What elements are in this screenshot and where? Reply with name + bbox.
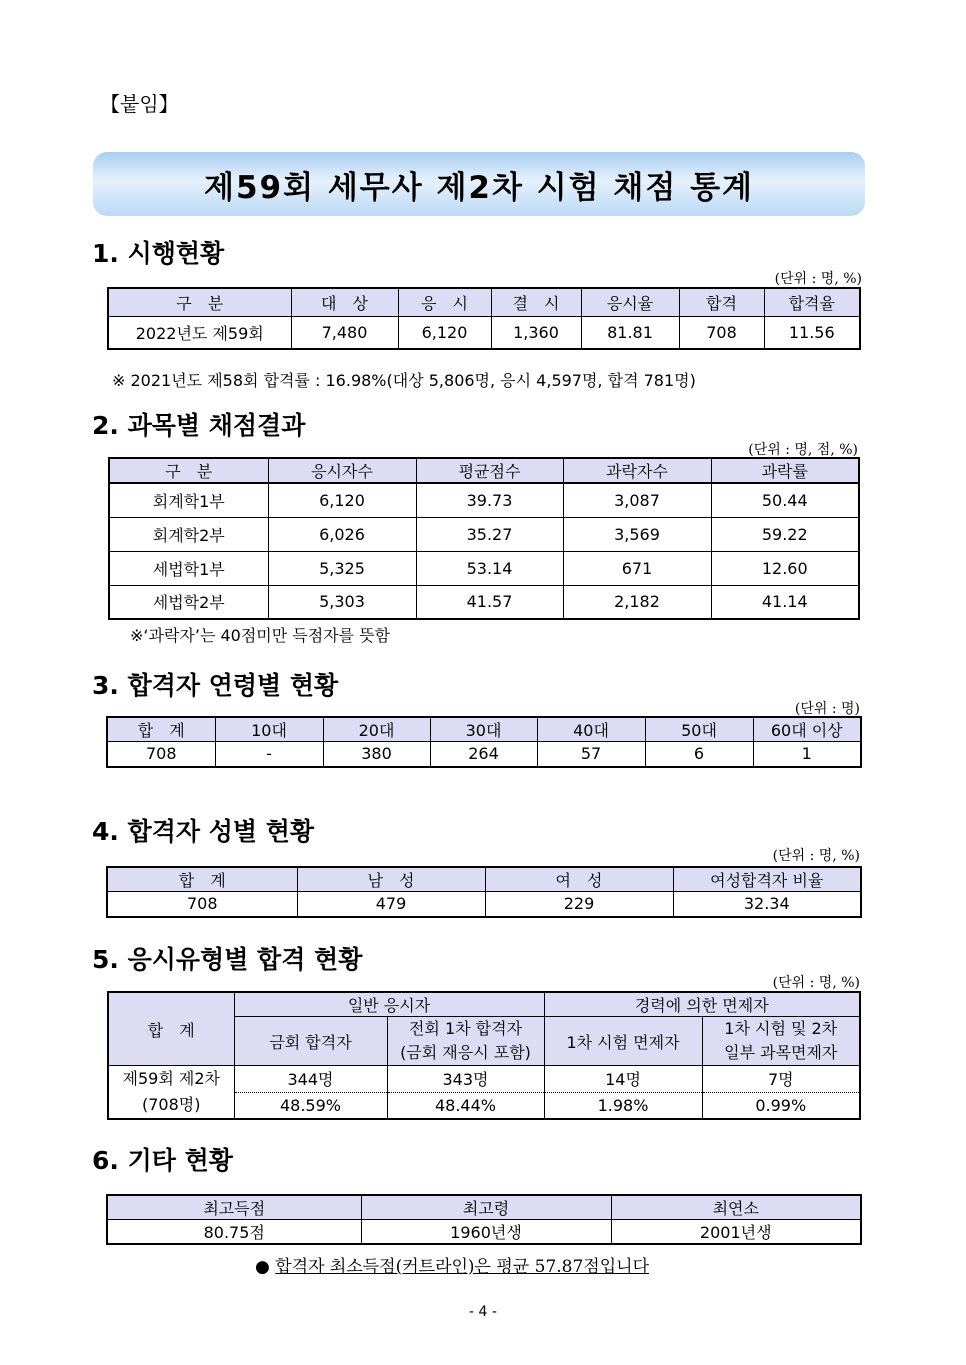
section-5-heading: 5. 응시유형별 합격 현황 bbox=[92, 945, 363, 974]
cell: 264 bbox=[430, 742, 537, 767]
page-title: 제59회 세무사 제2차 시험 채점 통계 bbox=[93, 152, 865, 216]
section-3-heading: 3. 합격자 연령별 현황 bbox=[92, 671, 339, 700]
cell: 2001년생 bbox=[611, 1220, 861, 1245]
table-row bbox=[109, 483, 859, 517]
subheader-cell: 금회 합격자 bbox=[234, 1017, 387, 1066]
cell: 6,120 bbox=[398, 316, 491, 349]
table-header-row bbox=[107, 867, 861, 892]
rate-cell: 0.99% bbox=[702, 1092, 860, 1119]
table-age-distribution bbox=[106, 716, 862, 768]
cell: 53.14 bbox=[416, 551, 563, 585]
group-general-header: 일반 응시자 bbox=[234, 992, 544, 1017]
table-subject-results bbox=[108, 457, 860, 620]
cell: 세법학1부 bbox=[109, 551, 268, 585]
section-1-heading: 1. 시행현황 bbox=[92, 239, 225, 268]
table-row bbox=[109, 517, 859, 551]
cell: 41.14 bbox=[711, 585, 859, 619]
rate-cell: 48.59% bbox=[234, 1092, 387, 1119]
cell: 2022년도 제59회 bbox=[108, 316, 291, 349]
table-row bbox=[108, 1066, 860, 1093]
cell: 3,087 bbox=[563, 483, 711, 517]
rate-cell: 1.98% bbox=[544, 1092, 702, 1119]
header-cell: 합격율 bbox=[764, 288, 860, 316]
header-cell: 여 성 bbox=[485, 867, 673, 892]
section-2-unit: (단위 : 명, 점, %) bbox=[748, 442, 858, 458]
count-cell: 343명 bbox=[387, 1066, 544, 1093]
section-2-note: ※‘과락자’는 40점미만 득점자를 뜻함 bbox=[130, 626, 391, 645]
header-cell: 20대 bbox=[323, 717, 430, 742]
header-cell: 과락률 bbox=[711, 458, 859, 483]
cell: 7,480 bbox=[291, 316, 398, 349]
cell: 32.34 bbox=[673, 892, 861, 917]
header-cell: 과락자수 bbox=[563, 458, 711, 483]
cell: 6,120 bbox=[268, 483, 416, 517]
subheader-cell bbox=[702, 1017, 860, 1066]
cell: 708 bbox=[107, 742, 215, 767]
row-label-cell bbox=[108, 1066, 234, 1120]
count-cell: 344명 bbox=[234, 1066, 387, 1093]
header-cell: 10대 bbox=[215, 717, 323, 742]
section-1-note: ※ 2021년도 제58회 합격률 : 16.98%(대상 5,806명, 응시 4,597명, 합격 781명) bbox=[112, 371, 696, 390]
cell: 41.57 bbox=[416, 585, 563, 619]
cell: 5,303 bbox=[268, 585, 416, 619]
cell: 6,026 bbox=[268, 517, 416, 551]
header-cell: 구 분 bbox=[108, 288, 291, 316]
cell: 479 bbox=[297, 892, 485, 917]
cell: 세법학2부 bbox=[109, 585, 268, 619]
header-cell: 응 시 bbox=[398, 288, 491, 316]
cell: 1960년생 bbox=[361, 1220, 611, 1245]
cutline-note bbox=[255, 1252, 649, 1277]
table-header-row bbox=[109, 458, 859, 483]
total-label-cell: 합 계 bbox=[108, 992, 234, 1066]
cell: 12.60 bbox=[711, 551, 859, 585]
section-6-heading: 6. 기타 현황 bbox=[92, 1146, 233, 1175]
cell: 5,325 bbox=[268, 551, 416, 585]
header-cell: 40대 bbox=[537, 717, 645, 742]
table-row bbox=[109, 585, 859, 619]
cell: 380 bbox=[323, 742, 430, 767]
cell: 229 bbox=[485, 892, 673, 917]
table-header-row bbox=[108, 992, 860, 1017]
header-cell: 구 분 bbox=[109, 458, 268, 483]
cell: 회계학1부 bbox=[109, 483, 268, 517]
row-label-line: 제59회 제2차 bbox=[122, 1069, 220, 1088]
header-cell: 합 계 bbox=[107, 867, 297, 892]
count-cell: 7명 bbox=[702, 1066, 860, 1093]
cell: 708 bbox=[679, 316, 764, 349]
header-cell: 결 시 bbox=[491, 288, 581, 316]
rate-cell: 48.44% bbox=[387, 1092, 544, 1119]
section-4-unit: (단위 : 명, %) bbox=[772, 848, 860, 864]
header-cell: 대 상 bbox=[291, 288, 398, 316]
header-cell: 최고득점 bbox=[107, 1195, 361, 1220]
table-exam-status bbox=[107, 287, 861, 350]
cell: 1 bbox=[753, 742, 861, 767]
cell: 57 bbox=[537, 742, 645, 767]
cell: 35.27 bbox=[416, 517, 563, 551]
cell: 59.22 bbox=[711, 517, 859, 551]
section-5-unit: (단위 : 명, %) bbox=[772, 975, 860, 991]
table-header-row bbox=[107, 717, 861, 742]
header-cell: 응시자수 bbox=[268, 458, 416, 483]
cell: 81.81 bbox=[581, 316, 679, 349]
cell: 6 bbox=[645, 742, 753, 767]
table-row bbox=[109, 551, 859, 585]
header-cell: 60대 이상 bbox=[753, 717, 861, 742]
header-cell: 여성합격자 비율 bbox=[673, 867, 861, 892]
header-cell: 최고령 bbox=[361, 1195, 611, 1220]
page-number: - 4 - bbox=[469, 1304, 497, 1320]
header-cell: 30대 bbox=[430, 717, 537, 742]
cell: 708 bbox=[107, 892, 297, 917]
section-2-heading: 2. 과목별 채점결과 bbox=[92, 411, 306, 440]
subheader-cell: 1차 시험 면제자 bbox=[544, 1017, 702, 1066]
header-cell: 합격 bbox=[679, 288, 764, 316]
subheader-line: 전회 1차 합격자 bbox=[408, 1019, 523, 1038]
bullet-icon: ● bbox=[255, 1257, 270, 1277]
section-3-unit: (단위 : 명) bbox=[794, 701, 860, 717]
cell: 회계학2부 bbox=[109, 517, 268, 551]
header-cell: 50대 bbox=[645, 717, 753, 742]
row-label-line: (708명) bbox=[142, 1095, 201, 1114]
cell: 39.73 bbox=[416, 483, 563, 517]
header-cell: 남 성 bbox=[297, 867, 485, 892]
table-row bbox=[107, 742, 861, 767]
header-cell: 응시율 bbox=[581, 288, 679, 316]
cell: 2,182 bbox=[563, 585, 711, 619]
cell: 50.44 bbox=[711, 483, 859, 517]
cell: - bbox=[215, 742, 323, 767]
subheader-line: (금회 재응시 포함) bbox=[400, 1043, 531, 1062]
header-cell: 합 계 bbox=[107, 717, 215, 742]
table-row bbox=[108, 316, 860, 349]
table-exam-type-results bbox=[107, 991, 861, 1120]
cell: 3,569 bbox=[563, 517, 711, 551]
table-other-status bbox=[106, 1194, 862, 1245]
section-4-heading: 4. 합격자 성별 현황 bbox=[92, 817, 315, 846]
cell: 1,360 bbox=[491, 316, 581, 349]
attachment-label: 【붙임】 bbox=[100, 92, 179, 116]
cell: 80.75점 bbox=[107, 1220, 361, 1245]
table-gender-distribution bbox=[106, 866, 862, 918]
subheader-line: 1차 시험 및 2차 bbox=[724, 1019, 838, 1038]
header-cell: 평균점수 bbox=[416, 458, 563, 483]
cutline-note-text: 합격자 최소득점(커트라인)은 평균 57.87점입니다 bbox=[275, 1257, 649, 1277]
group-career-header: 경력에 의한 면제자 bbox=[544, 992, 860, 1017]
subheader-cell bbox=[387, 1017, 544, 1066]
count-cell: 14명 bbox=[544, 1066, 702, 1093]
header-cell: 최연소 bbox=[611, 1195, 861, 1220]
table-row bbox=[107, 1220, 861, 1245]
table-header-row bbox=[107, 1195, 861, 1220]
table-header-row bbox=[108, 288, 860, 316]
subheader-line: 일부 과목면제자 bbox=[724, 1043, 838, 1062]
cell: 671 bbox=[563, 551, 711, 585]
table-row bbox=[107, 892, 861, 917]
cell: 11.56 bbox=[764, 316, 860, 349]
section-1-unit: (단위 : 명, %) bbox=[774, 271, 862, 287]
